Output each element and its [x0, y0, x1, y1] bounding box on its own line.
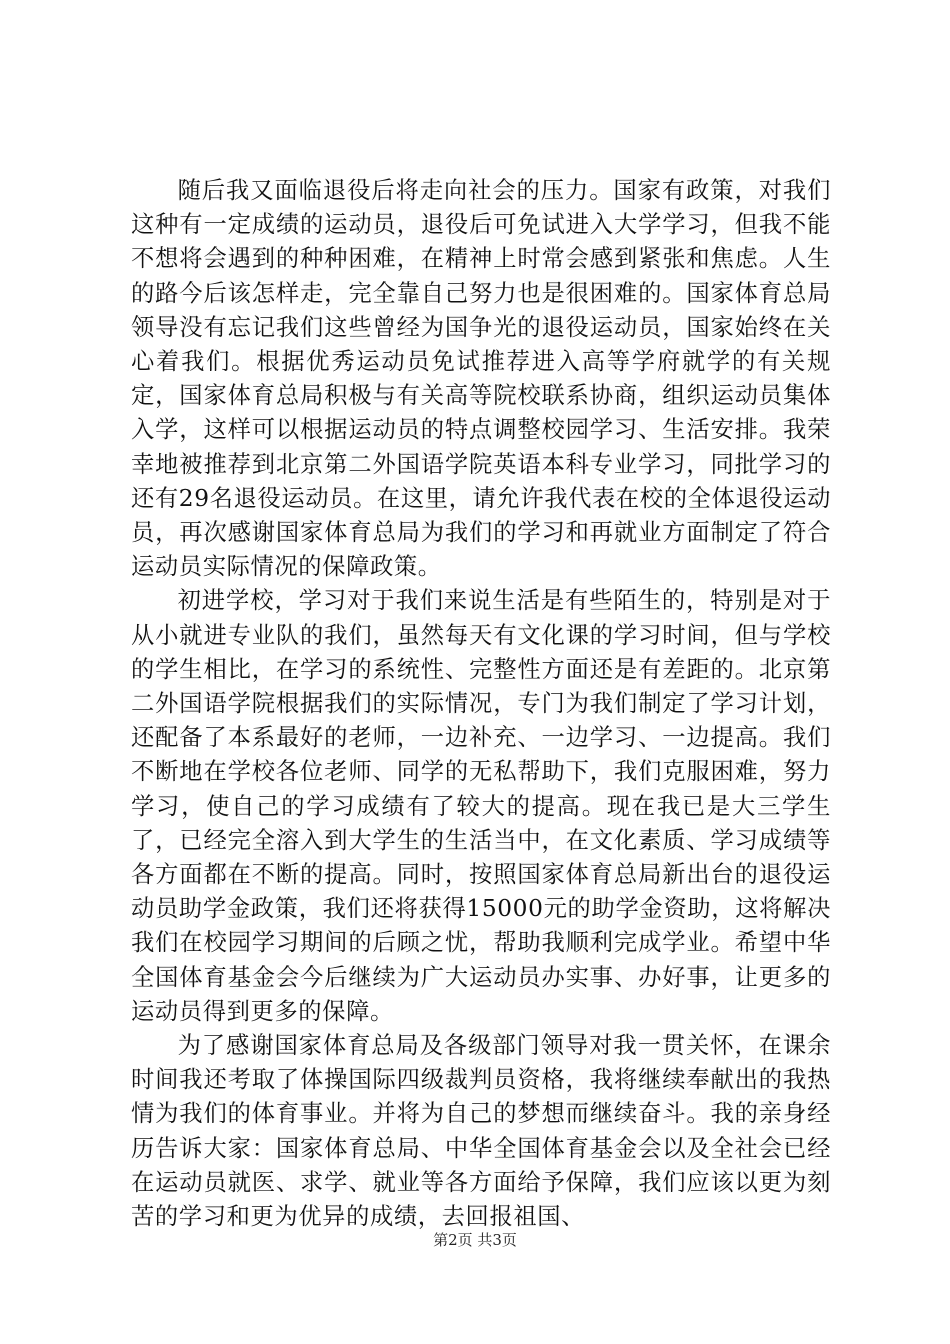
- document-body: [131, 174, 831, 1234]
- paragraph-1: 随后我又面临退役后将走向社会的压力。国家有政策，对我们这种有一定成绩的运动员，退役后可免试进入大学学习，但我不能不想将会遇到的种种困难，在精神上时常会感到紧张和焦虑。人生的路今后该怎样走，完全靠自己努力也是很困难的。国家体育总局领导没有忘记我们这些曾经为国争光的退役运动员，国家始终在关心着我们。根据优秀运动员免试推荐进入高等学府就学的有关规定，国家体育总局积极与有关高等院校联系协商，组织运动员集体入学，这样可以根据运动员的特点调整校园学习、生活安排。我荣幸地被推荐到北京第二外国语学院英语本科专业学习，同批学习的还有29名退役运动员。在这里，请允许我代表在校的全体退役运动员，再次感谢国家体育总局为我们的学习和再就业方面制定了符合运动员实际情况的保障政策。: [131, 177, 831, 581]
- paragraph-2: 初进学校，学习对于我们来说生活是有些陌生的，特别是对于从小就进专业队的我们，虽然每天有文化课的学习时间，但与学校的学生相比，在学习的系统性、完整性方面还是有差距的。北京第二外国语学院根据我们的实际情况，专门为我们制定了学习计划，还配备了本系最好的老师，一边补充、一边学习、一边提高。我们不断地在学校各位老师、同学的无私帮助下，我们克服困难，努力学习，使自己的学习成绩有了较大的提高。现在我已是大三学生了，已经完全溶入到大学生的生活当中，在文化素质、学习成绩等各方面都在不断的提高。同时，按照国家体育总局新出台的退役运动员助学金政策，我们还将获得15000元的助学金资助，这将解决我们在校园学习期间的后顾之忧，帮助我顺利完成学业。希望中华全国体育基金会今后继续为广大运动员办实事、办好事，让更多的运动员得到更多的保障。: [131, 587, 831, 1025]
- paragraph-3: 为了感谢国家体育总局及各级部门领导对我一贯关怀，在课余时间我还考取了体操国际四级裁判员资格，我将继续奉献出的我热情为我们的体育事业。并将为自己的梦想而继续奋斗。我的亲身经历告诉大家：国家体育总局、中华全国体育基金会以及全社会已经在运动员就医、求学、就业等各方面给予保障，我们应该以更为刻苦的学习和更为优异的成绩，去回报祖国、: [131, 1032, 831, 1231]
- page-number-footer: 第2页 共3页: [433, 1231, 517, 1249]
